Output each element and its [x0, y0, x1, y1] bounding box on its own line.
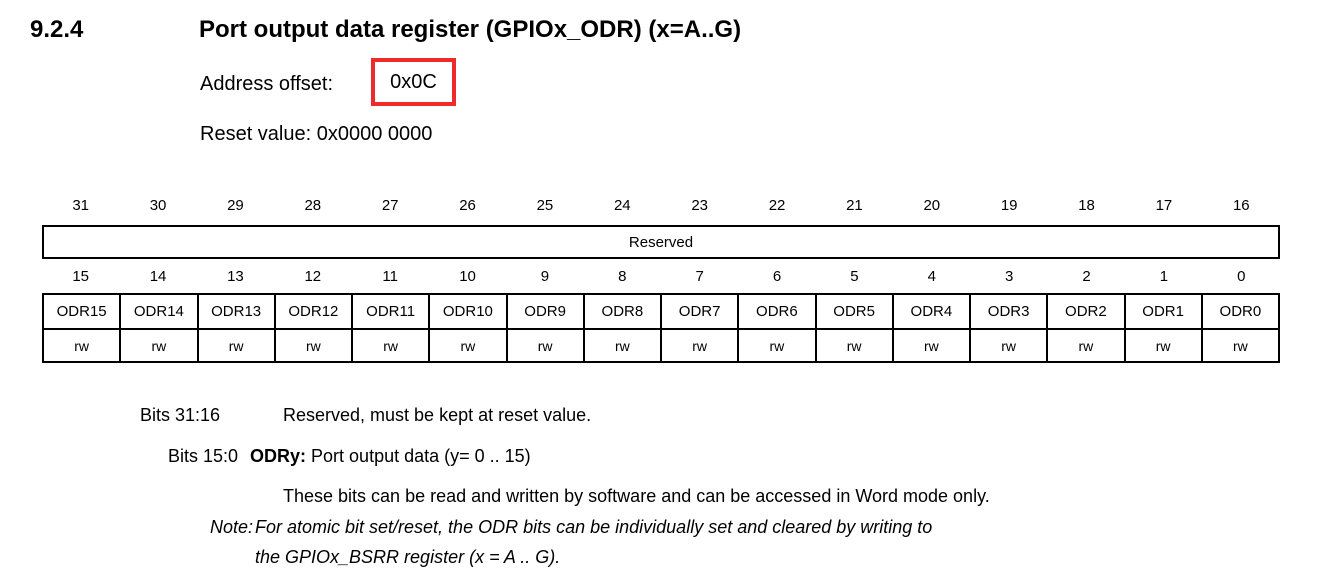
field-cell: ODR14 — [121, 295, 198, 330]
address-offset-highlight-box — [371, 58, 456, 106]
field-cell: ODR13 — [199, 295, 276, 330]
reserved-field-box — [42, 225, 1280, 259]
access-cell: rw — [817, 330, 894, 361]
bit-number: 11 — [382, 267, 398, 285]
reset-value-label: Reset value: — [200, 123, 312, 145]
bit-number: 27 — [381, 196, 399, 214]
field-cell: ODR10 — [430, 295, 507, 330]
field-cell: ODR1 — [1126, 295, 1203, 330]
bit-number: 12 — [304, 267, 322, 285]
bit-number: 1 — [1159, 267, 1169, 285]
field-grid — [42, 293, 1280, 363]
field-description-text: Port output data (y= 0 .. 15) — [311, 446, 531, 466]
note-label: Note: — [210, 517, 254, 537]
address-offset-label: Address offset: — [200, 73, 334, 95]
access-cell: rw — [199, 330, 276, 361]
field-cell: ODR4 — [894, 295, 971, 330]
field-name-bold: ODRy: — [250, 446, 307, 466]
bit-number: 28 — [304, 196, 322, 214]
field-cell: ODR2 — [1048, 295, 1125, 330]
section-number: 9.2.4 — [30, 16, 84, 43]
access-cell: rw — [121, 330, 198, 361]
section-title: Port output data register (GPIOx_ODR) (x=A..G) — [199, 16, 742, 43]
access-cell: rw — [1126, 330, 1203, 361]
field-cell: ODR5 — [817, 295, 894, 330]
bit-number: 18 — [1078, 196, 1095, 214]
field-cell: ODR0 — [1203, 295, 1278, 330]
address-offset-value: 0x0C — [390, 70, 437, 93]
access-cell: rw — [276, 330, 353, 361]
access-cell: rw — [353, 330, 430, 361]
bit-number: 21 — [846, 196, 863, 214]
bit-number: 20 — [923, 196, 941, 214]
bit-number: 5 — [850, 267, 859, 285]
bit-number: 10 — [459, 267, 476, 285]
bit-number: 8 — [618, 267, 627, 285]
bit-number: 0 — [1237, 267, 1246, 285]
access-cell: rw — [1232, 337, 1248, 354]
bit-number: 29 — [227, 196, 244, 214]
reset-value: 0x0000 0000 — [316, 123, 433, 145]
bit-numbers-low-row — [42, 266, 1280, 286]
access-cell: rw — [1048, 330, 1125, 361]
access-cell: rw — [971, 330, 1048, 361]
access-type-row — [44, 330, 1278, 361]
reset-value-line — [200, 123, 432, 146]
bit-number: 3 — [1005, 267, 1014, 285]
bit-number: 30 — [149, 196, 167, 214]
bit-number: 6 — [772, 267, 782, 285]
bit-number: 7 — [695, 267, 704, 285]
access-cell: rw — [739, 330, 816, 361]
bit-number: 4 — [927, 267, 936, 285]
access-cell: rw — [662, 330, 739, 361]
access-cell: rw — [508, 330, 585, 361]
note-line-2: the GPIOx_BSRR register (x = A .. G). — [255, 547, 561, 567]
bit-number: 31 — [72, 196, 90, 214]
field-cell: ODR6 — [739, 295, 816, 330]
bit-number: 2 — [1082, 267, 1091, 285]
bit-number: 23 — [691, 196, 709, 214]
field-cell: ODR15 — [44, 295, 121, 330]
field-cell: ODR7 — [662, 295, 739, 330]
bit-number: 22 — [768, 196, 786, 214]
field-cell: ODR9 — [508, 295, 585, 330]
bit-numbers-high-row — [42, 195, 1280, 215]
field-cell: ODR12 — [276, 295, 353, 330]
access-cell: rw — [44, 330, 121, 361]
bits-31-16-description: Reserved, must be kept at reset value. — [283, 405, 592, 425]
field-cell: ODR3 — [971, 295, 1048, 330]
bit-number: 9 — [540, 267, 550, 285]
bit-number: 24 — [613, 196, 631, 214]
reserved-label: Reserved — [628, 233, 694, 251]
register-bit-diagram — [42, 195, 1280, 363]
access-cell: rw — [894, 330, 971, 361]
bits-31-16-label: Bits 31:16 — [139, 405, 220, 425]
note-line-1: For atomic bit set/reset, the ODR bits can be individually set and cleared by writing to — [255, 517, 933, 537]
bit-number: 13 — [227, 267, 244, 285]
bits-15-0-label: Bits 15:0 — [167, 446, 238, 466]
bits-15-0-description — [250, 446, 531, 467]
field-name-row — [44, 295, 1278, 330]
field-cell: ODR11 — [353, 295, 430, 330]
bit-number: 16 — [1232, 196, 1250, 214]
access-cell: rw — [430, 330, 507, 361]
field-cell: ODR8 — [585, 295, 662, 330]
bit-number: 19 — [1000, 196, 1018, 214]
bit-number: 26 — [459, 196, 476, 214]
bit-number: 25 — [536, 196, 554, 214]
bits-15-0-detail: These bits can be read and written by software and can be accessed in Word mode only. — [283, 486, 990, 506]
bit-number: 14 — [149, 267, 167, 285]
bit-number: 15 — [72, 267, 90, 285]
bit-number: 17 — [1155, 196, 1173, 214]
access-cell: rw — [585, 330, 662, 361]
